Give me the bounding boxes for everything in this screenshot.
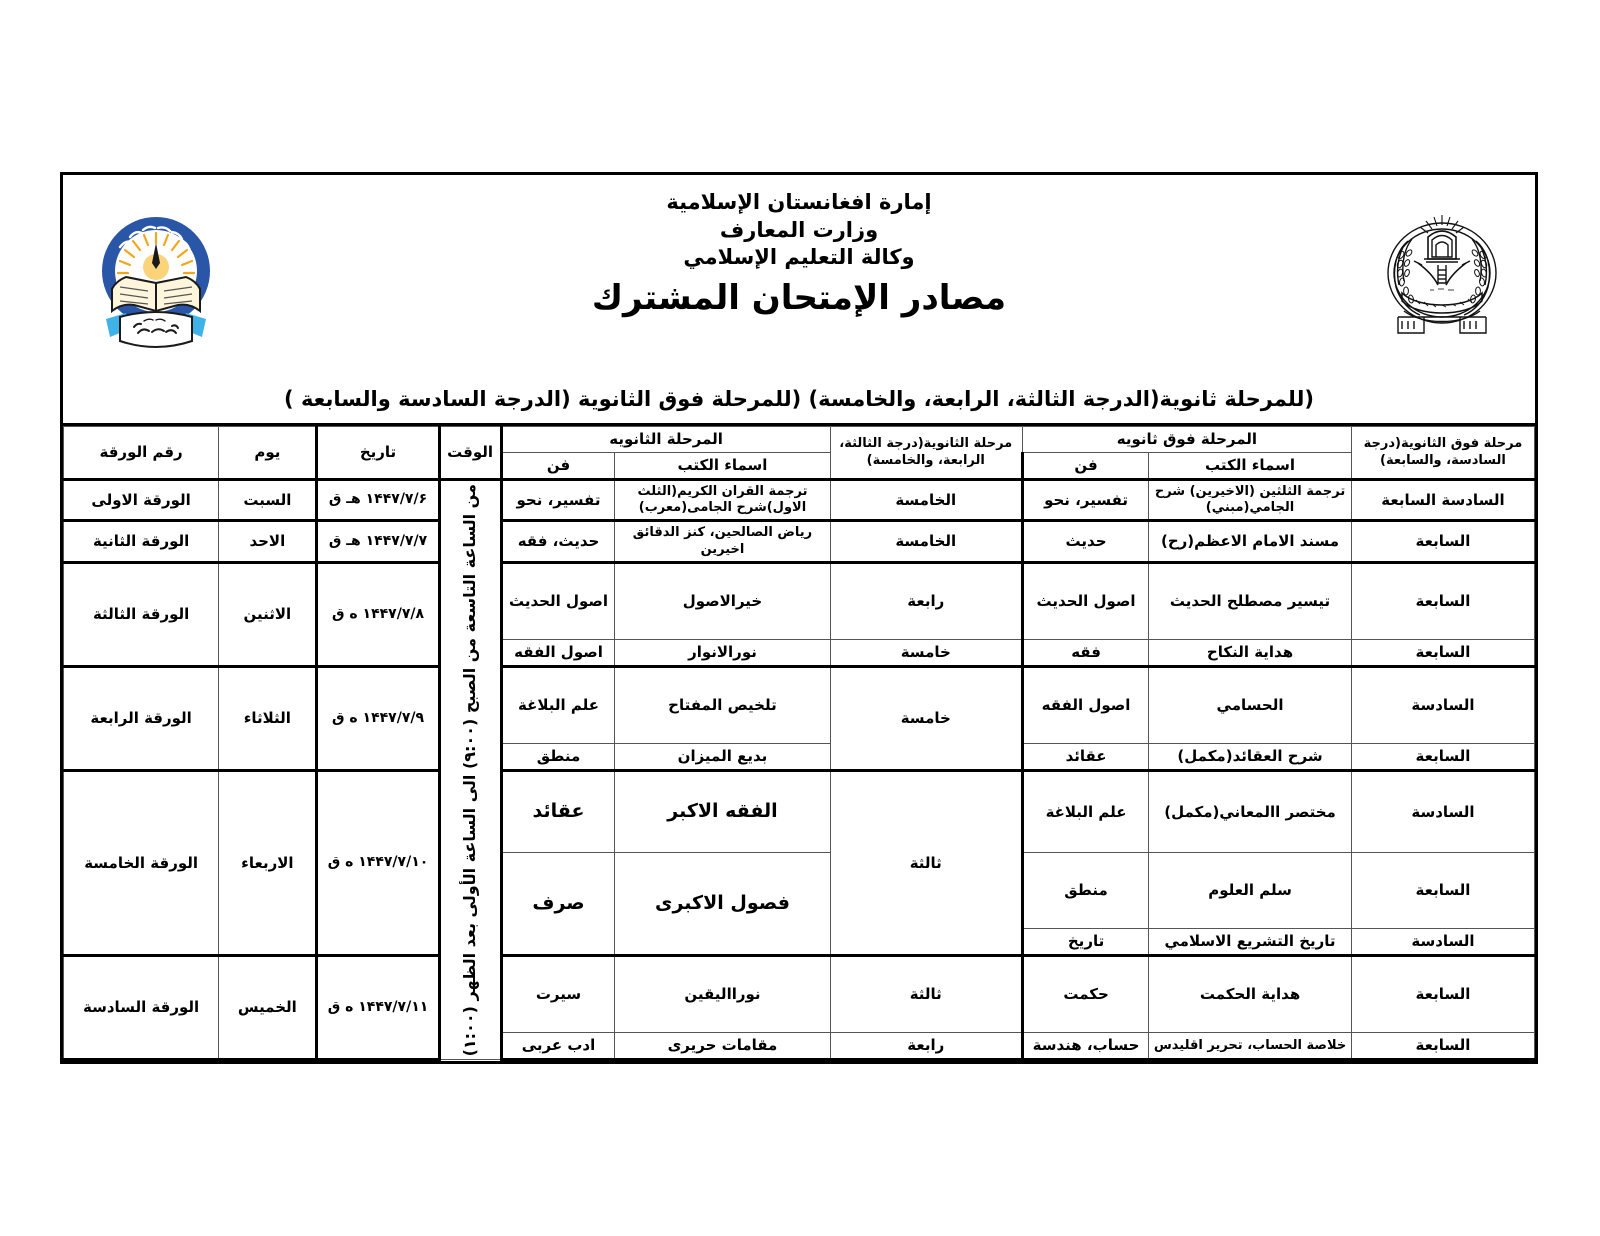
cell-secondary-subject: اصول الحديث: [501, 562, 615, 639]
cell-secondary-books: ترجمة القران الكريم(الثلث الاول)شرح الجامى(معرب): [615, 479, 830, 521]
cell-post-books: مسند الامام الاعظم(رح): [1149, 521, 1352, 563]
cell-post-subject: حساب، هندسة: [1022, 1033, 1148, 1060]
cell-post-books: تيسير مصطلح الحديث: [1149, 562, 1352, 639]
table-row: [64, 666, 1535, 743]
cell-post-subject: حديث: [1022, 521, 1148, 563]
document-header: [63, 175, 1535, 380]
left-logo-slot: [71, 181, 241, 376]
th-day: يوم: [219, 427, 317, 480]
cell-post-subject: علم البلاغة: [1022, 770, 1148, 852]
cell-post-grade: السابعة: [1351, 956, 1534, 1033]
cell-day: السبت: [219, 479, 317, 521]
cell-date: ۱۴۴۷/۷/۱۰ ه ق: [317, 770, 439, 955]
cell-post-grade: السادسة: [1351, 929, 1534, 956]
cell-date: ۱۴۴۷/۷/۹ ه ق: [317, 666, 439, 770]
right-logo-slot: [1357, 181, 1527, 376]
cell-exam-time: [439, 479, 501, 1059]
cell-secondary-books: الفقه الاكبر: [615, 770, 830, 852]
header-text-block: [241, 181, 1357, 376]
cell-secondary-subject: عقائد: [501, 770, 615, 852]
cell-day: الاثنين: [219, 562, 317, 666]
th-secondary-grade: مرحلة الثانوية(درجة الثالثة، الرابعة، والخامسة): [830, 427, 1022, 480]
cell-post-books: هداية الحكمت: [1149, 956, 1352, 1033]
cell-post-grade: السابعة: [1351, 562, 1534, 639]
th-post-group: المرحلة فوق ثانويه: [1022, 427, 1351, 453]
cell-secondary-subject: علم البلاغة: [501, 666, 615, 743]
cell-secondary-grade: ثالثة: [830, 770, 1022, 955]
cell-secondary-grade: ثالثة: [830, 956, 1022, 1033]
table-head: [64, 427, 1535, 480]
cell-paper-no: الورقة الاولى: [64, 479, 219, 521]
cell-paper-no: الورقة الخامسة: [64, 770, 219, 955]
exam-time-text: من الساعة التاسعة من الصبح (۹:۰۰) الی الساعة الأولی بعد الظهر (۱:۰۰): [460, 483, 480, 1057]
cell-day: الاحد: [219, 521, 317, 563]
cell-secondary-grade: الخامسة: [830, 521, 1022, 563]
cell-post-books: سلم العلوم: [1149, 853, 1352, 929]
th-secondary-books: اسماء الكتب: [615, 453, 830, 480]
th-paper-no: رقم الورقة: [64, 427, 219, 480]
cell-secondary-subject: صرف: [501, 853, 615, 956]
cell-secondary-subject: اصول الفقه: [501, 640, 615, 667]
cell-post-subject: اصول الفقه: [1022, 666, 1148, 743]
th-secondary-group: المرحلة الثانويه: [501, 427, 830, 453]
table-row: [64, 770, 1535, 852]
cell-date: ۱۴۴۷/۷/۱۱ ه ق: [317, 956, 439, 1060]
table-row: [64, 562, 1535, 639]
cell-paper-no: الورقة الثالثة: [64, 562, 219, 666]
cell-day: الثلاثاء: [219, 666, 317, 770]
cell-secondary-books: فصول الاكبرى: [615, 853, 830, 956]
cell-secondary-subject: سيرت: [501, 956, 615, 1033]
header-line-agency: وكالة التعليم الإسلامي: [683, 245, 915, 270]
cell-post-subject: منطق: [1022, 853, 1148, 929]
exam-schedule-document: [60, 172, 1538, 1064]
header-line-ministry: وزارت المعارف: [719, 217, 879, 242]
cell-post-books: هداية النكاح: [1149, 640, 1352, 667]
cell-post-books: ترجمة الثلثين (الاخيرين) شرح الجامي(مبني): [1149, 479, 1352, 521]
afghanistan-national-emblem: [1368, 207, 1516, 347]
cell-secondary-grade: خامسة: [830, 640, 1022, 667]
document-subtitle: (للمرحلة ثانوية(الدرجة الثالثة، الرابعة، والخامسة) (للمرحلة فوق الثانوية (الدرجة السادسة والسابعة ): [63, 380, 1535, 426]
cell-secondary-subject: حديث، فقه: [501, 521, 615, 563]
cell-day: الخميس: [219, 956, 317, 1060]
ministry-of-education-logo: [86, 207, 226, 359]
cell-secondary-grade: الخامسة: [830, 479, 1022, 521]
cell-secondary-books: نورالانوار: [615, 640, 830, 667]
cell-post-subject: تفسير، نحو: [1022, 479, 1148, 521]
cell-secondary-books: تلخيص المفتاح: [615, 666, 830, 743]
cell-post-grade: السابعة: [1351, 744, 1534, 771]
th-secondary-subject: فن: [501, 453, 615, 480]
th-date: تاريخ: [317, 427, 439, 480]
cell-secondary-subject: تفسير، نحو: [501, 479, 615, 521]
table-body: [64, 479, 1535, 1059]
cell-secondary-grade: خامسة: [830, 666, 1022, 770]
cell-post-grade: السادسة: [1351, 770, 1534, 852]
cell-paper-no: الورقة الثانية: [64, 521, 219, 563]
table-row: [64, 956, 1535, 1033]
cell-post-grade: السابعة: [1351, 640, 1534, 667]
cell-post-subject: تاريخ: [1022, 929, 1148, 956]
cell-secondary-subject: ادب عربى: [501, 1033, 615, 1060]
cell-post-subject: فقه: [1022, 640, 1148, 667]
cell-post-grade: السابعة: [1351, 853, 1534, 929]
cell-secondary-books: خيرالاصول: [615, 562, 830, 639]
cell-post-subject: اصول الحديث: [1022, 562, 1148, 639]
cell-post-books: تاريخ التشريع الاسلامي: [1149, 929, 1352, 956]
th-post-subject: فن: [1022, 453, 1148, 480]
table-row: [64, 479, 1535, 521]
th-post-grade: مرحلة فوق الثانوية(درجة السادسة، والسابعة): [1351, 427, 1534, 480]
cell-secondary-books: نورااليقين: [615, 956, 830, 1033]
table-row: [64, 521, 1535, 563]
cell-post-grade: السابعة: [1351, 1033, 1534, 1060]
page-title: مصادر الإمتحان المشترك: [591, 278, 1007, 319]
cell-secondary-grade: رابعة: [830, 562, 1022, 639]
th-time: الوقت: [439, 427, 501, 480]
cell-post-books: خلاصة الحساب، تحرير اقليدس: [1149, 1033, 1352, 1060]
cell-post-grade: السادسة: [1351, 666, 1534, 743]
cell-post-books: شرح العقائد(مكمل): [1149, 744, 1352, 771]
cell-secondary-books: بديع الميزان: [615, 744, 830, 771]
cell-paper-no: الورقة السادسة: [64, 956, 219, 1060]
exam-schedule-table: [63, 426, 1535, 1061]
cell-paper-no: الورقة الرابعة: [64, 666, 219, 770]
cell-day: الاربعاء: [219, 770, 317, 955]
cell-secondary-books: مقامات حريرى: [615, 1033, 830, 1060]
cell-post-grade: السادسة السابعة: [1351, 479, 1534, 521]
cell-secondary-grade: رابعة: [830, 1033, 1022, 1060]
cell-date: ۱۴۴۷/۷/۷ هـ ق: [317, 521, 439, 563]
header-line-emirate: إمارة افغانستان الإسلامية: [666, 190, 932, 214]
cell-post-grade: السابعة: [1351, 521, 1534, 563]
cell-date: ۱۴۴۷/۷/۸ ه ق: [317, 562, 439, 666]
cell-post-books: الحسامي: [1149, 666, 1352, 743]
cell-post-subject: عقائد: [1022, 744, 1148, 771]
cell-secondary-books: رياض الصالحين، كنز الدقائق اخيرين: [615, 521, 830, 563]
cell-post-subject: حكمت: [1022, 956, 1148, 1033]
cell-secondary-subject: منطق: [501, 744, 615, 771]
th-post-books: اسماء الكتب: [1149, 453, 1352, 480]
cell-date: ۱۴۴۷/۷/۶ هـ ق: [317, 479, 439, 521]
cell-post-books: مختصر االمعاني(مكمل): [1149, 770, 1352, 852]
